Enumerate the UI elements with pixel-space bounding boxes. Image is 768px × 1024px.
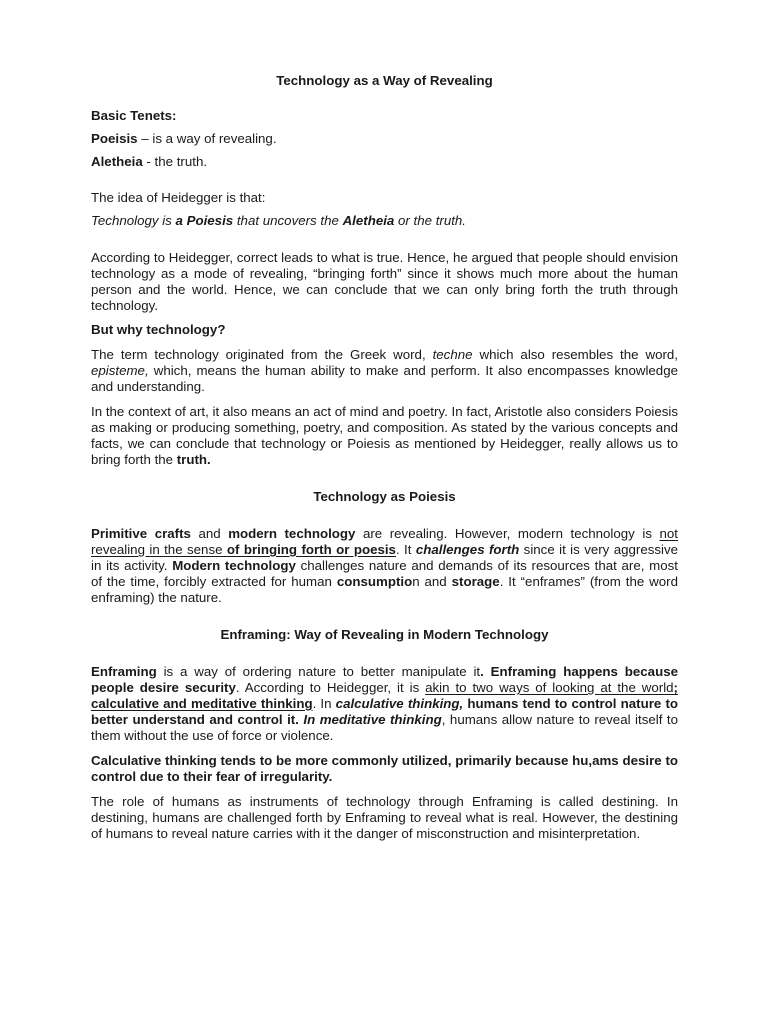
why-technology-heading: But why technology?	[91, 322, 226, 337]
heidegger-paragraph: According to Heidegger, correct leads to what is true. Hence, he argued that people should envision technology as a mode of revealing, “bringing forth” since it shows much more about the human person and the world. Hence, we can conclude that we can only bring forth the truth through technology.	[91, 250, 678, 313]
aletheia-definition: Aletheia - the truth.	[91, 154, 208, 169]
poiesis-section-heading: Technology as Poiesis	[313, 489, 456, 504]
enframing-paragraph: Enframing is a way of ordering nature to better manipulate it. Enframing happens because people desire security. According to Heidegger, it is akin to two ways of looking at the world; calculative and meditative thinking. In calculative thinking, humans tend to control nature to better understand and control it. In meditative thinking, humans allow nature to reveal itself to them without the use of force or violence.	[91, 664, 678, 743]
enframing-section-heading: Enframing: Way of Revealing in Modern Technology	[220, 627, 549, 642]
calculative-thinking-paragraph: Calculative thinking tends to be more commonly utilized, primarily because hu,ams desire to control due to their fear of irregularity.	[91, 753, 678, 784]
destining-paragraph: The role of humans as instruments of technology through Enframing is called destining. In destining, humans are challenged forth by Enframing to reveal what is real. However, the destining of humans to reveal nature carries with it the danger of misconstruction and misinterpretation.	[91, 794, 678, 841]
idea-intro: The idea of Heidegger is that:	[91, 190, 266, 205]
art-context-paragraph: In the context of art, it also means an act of mind and poetry. In fact, Aristotle also considers Poiesis as making or producing something, poetry, and composition. As stated by the various concepts and facts, we can conclude that technology or Poiesis as mentioned by Heidegger, really allows us to bring forth the truth.	[91, 404, 678, 467]
primitive-crafts-paragraph: Primitive crafts and modern technology are revealing. However, modern technology is not revealing in the sense of bringing forth or poesis. It challenges forth since it is very aggressive in its activity. Modern technology challenges nature and demands of its resources that are, most of the time, forcibly extracted for human consumption and storage. It “enframes” (from the word enframing) the nature.	[91, 526, 679, 605]
document-title: Technology as a Way of Revealing	[276, 73, 493, 88]
idea-statement: Technology is a Poiesis that uncovers the Aletheia or the truth.	[91, 213, 467, 228]
basic-tenets-heading: Basic Tenets:	[91, 108, 177, 123]
poeisis-definition: Poeisis – is a way of revealing.	[91, 131, 277, 146]
term-technology-paragraph: The term technology originated from the Greek word, techne which also resembles the word, episteme, which, means the human ability to make and perform. It also encompasses knowledge and understanding.	[91, 347, 678, 394]
